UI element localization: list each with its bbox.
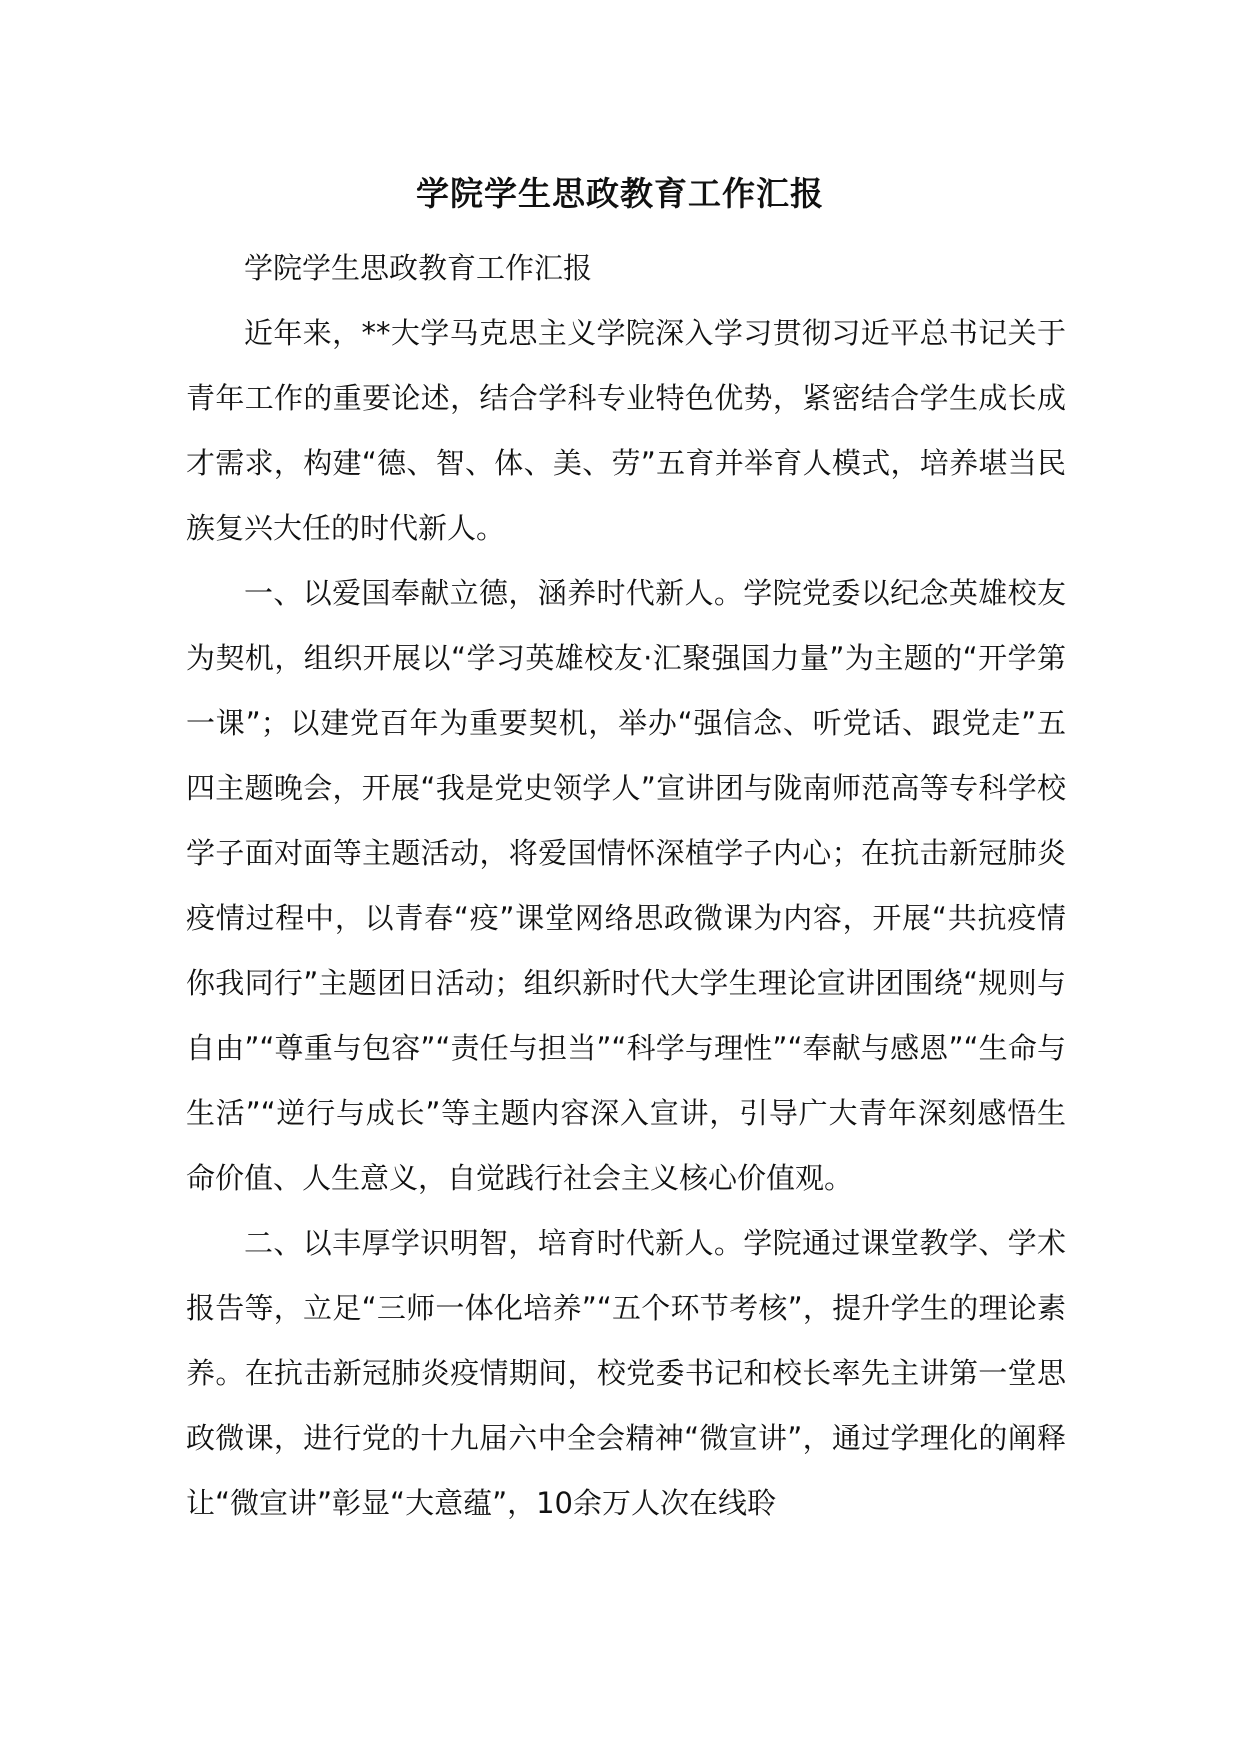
paragraph-subtitle: 学院学生思政教育工作汇报 — [244, 251, 593, 285]
paragraph-section-one: 一、以爱国奉献立德，涵养时代新人。学院党委以纪念英雄校友为契机，组织开展以“学习英雄校友·汇聚强国力量”为主题的“开学第一课”；以建党百年为重要契机，举办“强信念、听党话、跟党走”五四主题晚会，开展“我是党史领学人”宣讲团与陇南师范高等专科学校学子面对面等主题活动，将爱国情怀深植学子内心；在抗击新冠肺炎疫情过程中，以青春“疫”课堂网络思政微课为内容，开展“共抗疫情 你我同行”主题团日活动；组织新时代大学生理论宣讲团围绕“规则与自由”“尊重与包容”“责任与担当”“科学与理性”“奉献与感恩”“生命与生活”“逆行与成长”等主题内容深入宣讲，引导广大青年深刻感悟生命价值、人生意义，自觉践行社会主义核心价值观。 — [186, 576, 1066, 1195]
paragraph-intro: 近年来，**大学马克思主义学院深入学习贯彻习近平总书记关于青年工作的重要论述，结合学科专业特色优势，紧密结合学生成长成才需求，构建“德、智、体、美、劳”五育并举育人模式，培养堪当民族复兴大任的时代新人。 — [186, 316, 1066, 545]
paragraph-section-two: 二、以丰厚学识明智，培育时代新人。学院通过课堂教学、学术报告等，立足“三师一体化培养”“五个环节考核”，提升学生的理论素养。在抗击新冠肺炎疫情期间，校党委书记和校长率先主讲第一堂思政微课，进行党的十九届六中全会精神“微宣讲”，通过学理化的阐释让“微宣讲”彰显“大意蕴”，10余万人次在线聆 — [186, 1226, 1066, 1520]
document-body — [186, 236, 1066, 1536]
document-title: 学院学生思政教育工作汇报 — [416, 174, 824, 213]
